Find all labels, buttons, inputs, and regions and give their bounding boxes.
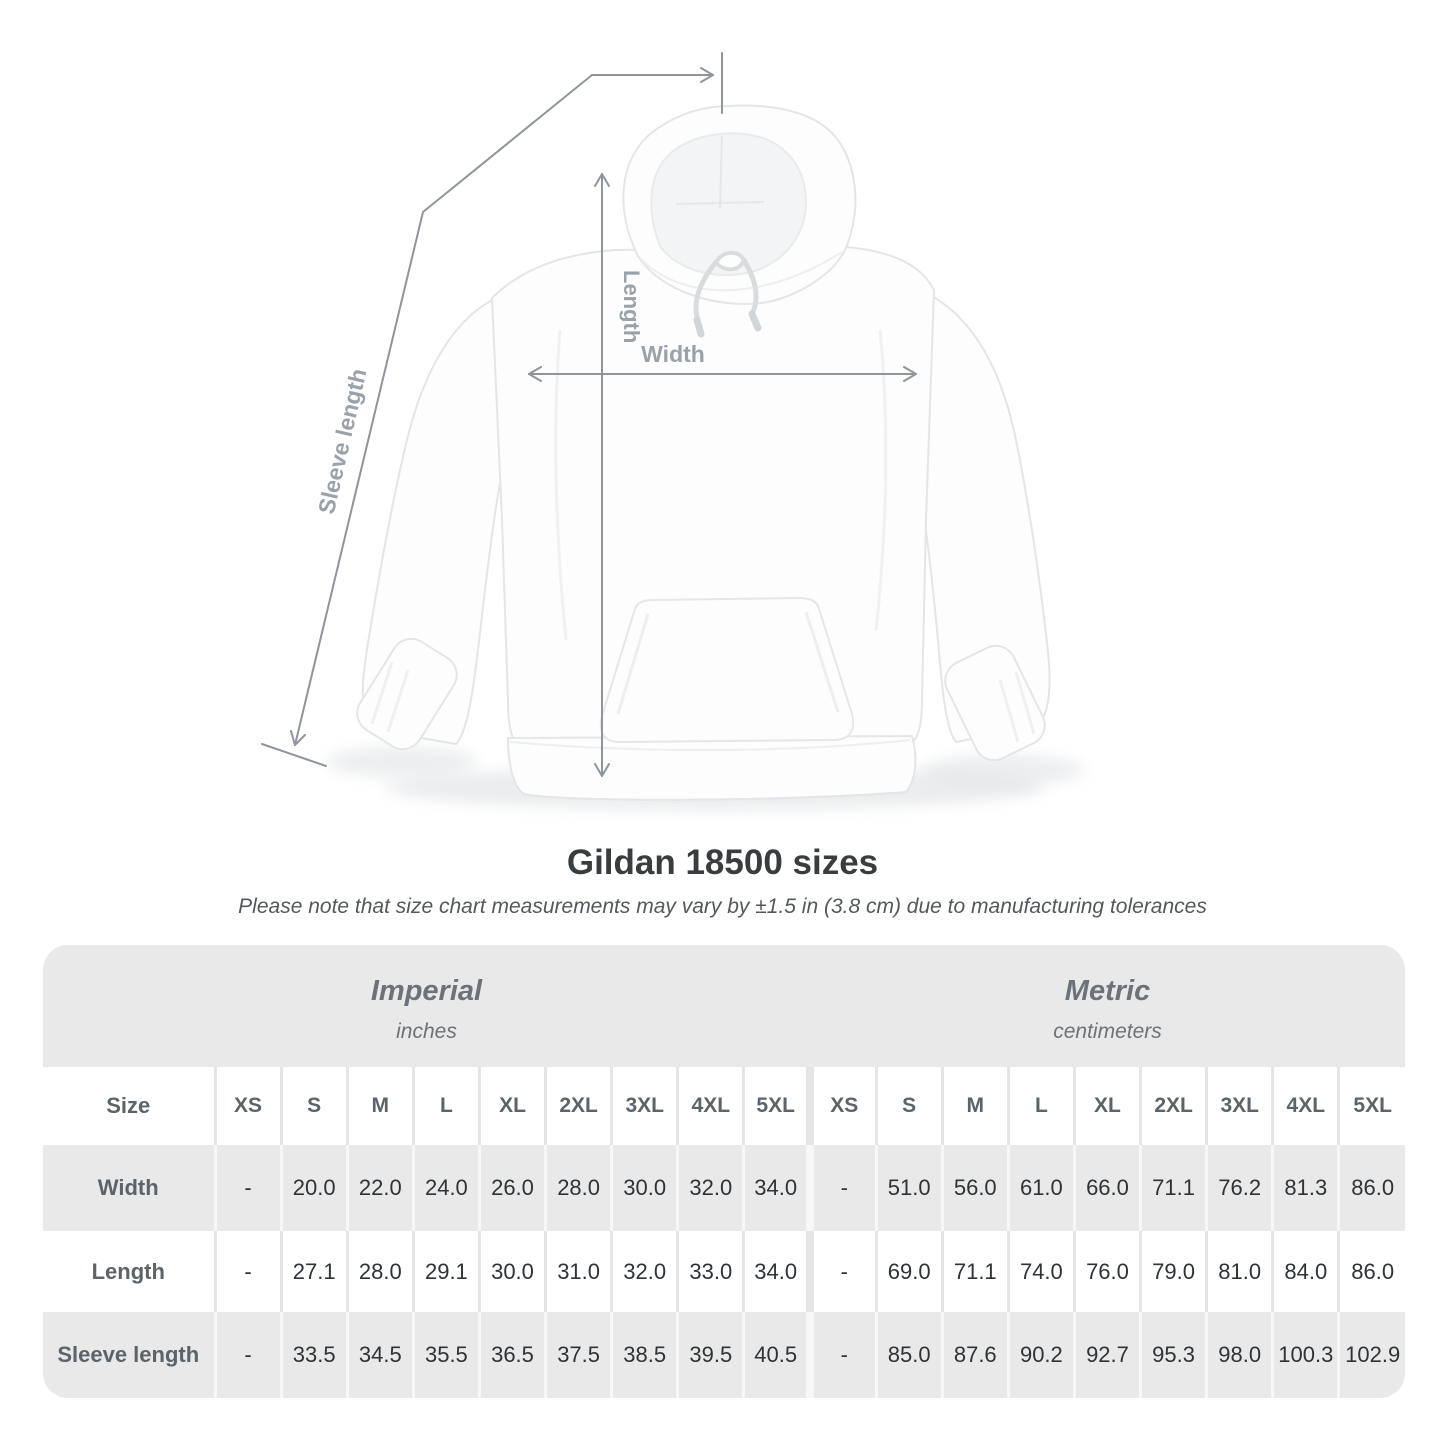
value-cell: 40.5	[744, 1312, 810, 1398]
value-cell: 35.5	[413, 1312, 479, 1398]
value-cell: 34.0	[744, 1231, 810, 1312]
metric-group-subtitle: centimeters	[1053, 1019, 1162, 1043]
value-cell: 86.0	[1339, 1145, 1405, 1231]
value-cell: 56.0	[942, 1145, 1008, 1231]
size-col-header: XL	[479, 1067, 545, 1145]
size-col-header: 2XL	[1141, 1067, 1207, 1145]
size-col-header: XS	[215, 1067, 281, 1145]
value-cell: 31.0	[546, 1231, 612, 1312]
value-cell: 84.0	[1273, 1231, 1339, 1312]
imperial-group-subtitle: inches	[396, 1019, 457, 1043]
size-table-grid	[43, 945, 1405, 1398]
cuff-shadow-left	[327, 746, 477, 778]
table-row-width	[43, 1145, 1405, 1231]
metric-group-title: Metric	[1064, 974, 1151, 1007]
size-header-row	[43, 1067, 1405, 1145]
cuff-shadow-right	[924, 754, 1084, 786]
value-cell: 38.5	[612, 1312, 678, 1398]
value-cell: 28.0	[546, 1145, 612, 1231]
value-cell: -	[215, 1231, 281, 1312]
value-cell: 74.0	[1008, 1231, 1074, 1312]
hoodie-illustration	[327, 106, 1084, 810]
value-cell: 86.0	[1339, 1231, 1405, 1312]
size-col-header: S	[876, 1067, 942, 1145]
size-col-header: 5XL	[744, 1067, 810, 1145]
size-col-header: 2XL	[546, 1067, 612, 1145]
value-cell: 26.0	[479, 1145, 545, 1231]
size-col-header: S	[281, 1067, 347, 1145]
value-cell: 69.0	[876, 1231, 942, 1312]
size-col-header: 5XL	[1339, 1067, 1405, 1145]
value-cell: 29.1	[413, 1231, 479, 1312]
value-cell: 61.0	[1008, 1145, 1074, 1231]
imperial-group-title: Imperial	[370, 974, 483, 1007]
value-cell: 32.0	[678, 1145, 744, 1231]
value-cell: 27.1	[281, 1231, 347, 1312]
value-cell: 100.3	[1273, 1312, 1339, 1398]
tolerance-note: Please note that size chart measurements may vary by ±1.5 in (3.8 cm) due to manufacturing tolerances	[238, 895, 1207, 918]
hoodie-pocket	[601, 598, 853, 742]
table-row-length	[43, 1231, 1405, 1312]
value-cell: 30.0	[612, 1145, 678, 1231]
size-col-header: M	[347, 1067, 413, 1145]
value-cell: -	[215, 1312, 281, 1398]
size-col-header: 4XL	[1273, 1067, 1339, 1145]
value-cell: 79.0	[1141, 1231, 1207, 1312]
value-cell: 30.0	[479, 1231, 545, 1312]
value-cell: 76.2	[1207, 1145, 1273, 1231]
value-cell: 81.0	[1207, 1231, 1273, 1312]
metric-group-header	[810, 945, 1405, 1067]
length-label: Length	[619, 270, 644, 344]
value-cell: 85.0	[876, 1312, 942, 1398]
value-cell: 32.0	[612, 1231, 678, 1312]
value-cell: 92.7	[1074, 1312, 1140, 1398]
aglet-left	[697, 320, 701, 334]
table-row-sleeve-length	[43, 1312, 1405, 1398]
value-cell: 36.5	[479, 1312, 545, 1398]
value-cell: 24.0	[413, 1145, 479, 1231]
row-label: Sleeve length	[57, 1342, 200, 1367]
value-cell: -	[810, 1145, 876, 1231]
value-cell: 98.0	[1207, 1312, 1273, 1398]
value-cell: 39.5	[678, 1312, 744, 1398]
unit-group-header-row	[43, 945, 1405, 1067]
value-cell: 90.2	[1008, 1312, 1074, 1398]
value-cell: -	[215, 1145, 281, 1231]
value-cell: -	[810, 1312, 876, 1398]
hoodie-sleeve-left	[350, 300, 516, 757]
width-label: Width	[641, 341, 705, 367]
page-title: Gildan 18500 sizes	[566, 843, 879, 882]
value-cell: 71.1	[1141, 1145, 1207, 1231]
value-cell: 87.6	[942, 1312, 1008, 1398]
value-cell: 33.5	[281, 1312, 347, 1398]
size-column-header: Size	[106, 1093, 151, 1118]
value-cell: 33.0	[678, 1231, 744, 1312]
value-cell: 102.9	[1339, 1312, 1405, 1398]
size-col-header: XS	[810, 1067, 876, 1145]
size-col-header: 3XL	[612, 1067, 678, 1145]
value-cell: 81.3	[1273, 1145, 1339, 1231]
value-cell: 20.0	[281, 1145, 347, 1231]
size-col-header: 3XL	[1207, 1067, 1273, 1145]
value-cell: 34.0	[744, 1145, 810, 1231]
size-col-header: M	[942, 1067, 1008, 1145]
sleeve-length-label: Sleeve length	[312, 366, 372, 517]
value-cell: 71.1	[942, 1231, 1008, 1312]
value-cell: 37.5	[546, 1312, 612, 1398]
size-col-header: L	[1008, 1067, 1074, 1145]
value-cell: 76.0	[1074, 1231, 1140, 1312]
value-cell: 95.3	[1141, 1312, 1207, 1398]
value-cell: 28.0	[347, 1231, 413, 1312]
value-cell: 22.0	[347, 1145, 413, 1231]
value-cell: 66.0	[1074, 1145, 1140, 1231]
size-table	[43, 945, 1405, 1398]
size-col-header: XL	[1074, 1067, 1140, 1145]
value-cell: -	[810, 1231, 876, 1312]
size-col-header: 4XL	[678, 1067, 744, 1145]
row-label: Width	[97, 1175, 159, 1200]
row-label: Length	[91, 1258, 165, 1284]
size-col-header: L	[413, 1067, 479, 1145]
value-cell: 51.0	[876, 1145, 942, 1231]
imperial-group-header	[43, 945, 810, 1067]
value-cell: 34.5	[347, 1312, 413, 1398]
hoodie-hood	[623, 106, 855, 304]
